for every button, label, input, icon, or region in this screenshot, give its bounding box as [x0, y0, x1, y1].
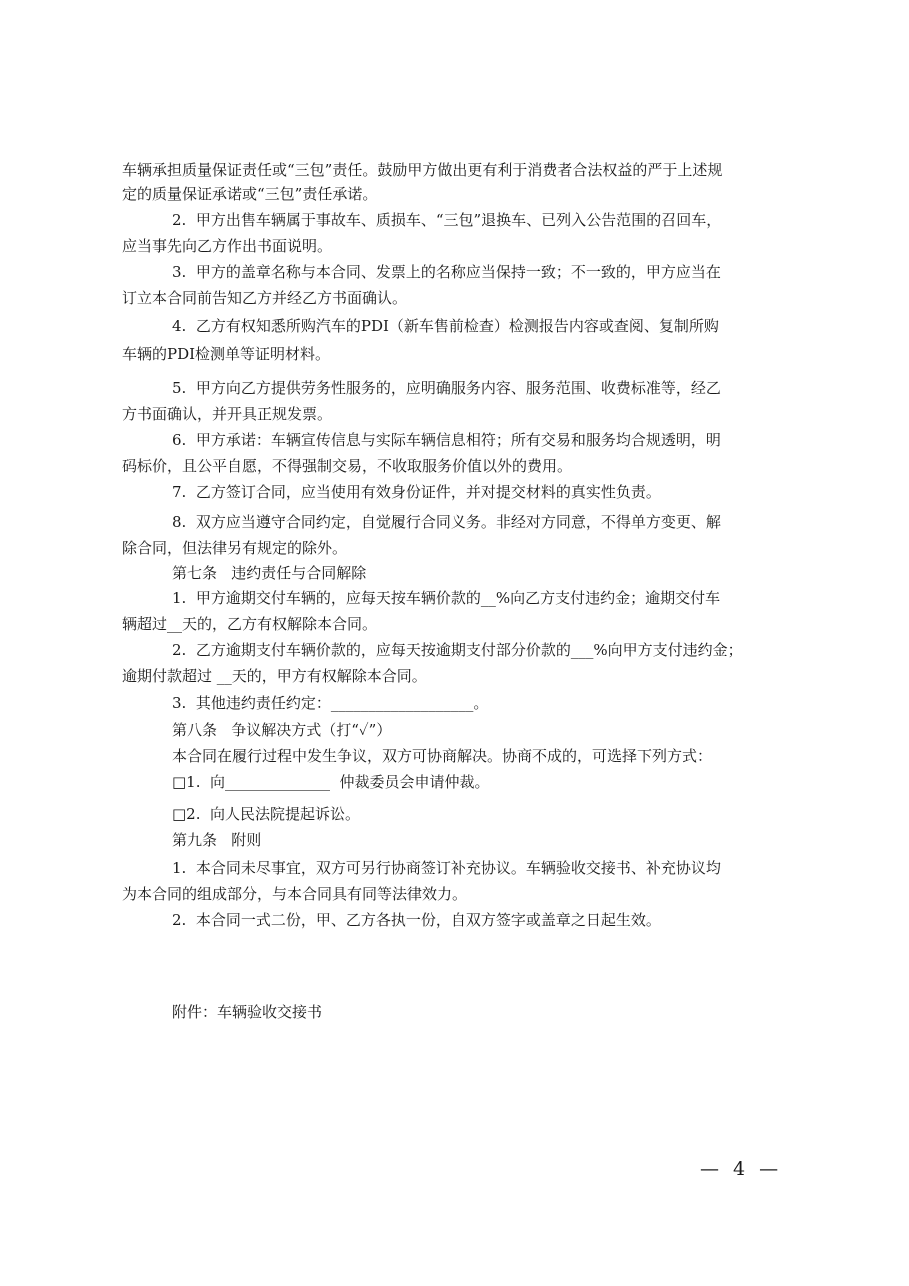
section-heading: 第八条 争议解决方式（打“✓”） [172, 721, 392, 739]
text-line: 3. 甲方的盖章名称与本合同、发票上的名称应当保持一致；不一致的，甲方应当在 [172, 263, 721, 281]
text-line: 1. 本合同未尽事宜，双方可另行协商签订补充协议。车辆验收交接书、补充协议均 [172, 859, 721, 877]
text-line: 辆超过__天的，乙方有权解除本合同。 [122, 615, 378, 633]
text-line: 定的质量保证承诺或“三包”责任承诺。 [122, 185, 378, 203]
text-line: 逾期付款超过 __天的，甲方有权解除本合同。 [122, 667, 427, 685]
text-line: 码标价，且公平自愿，不得强制交易，不收取服务价值以外的费用。 [122, 457, 573, 475]
checkbox-option-litigation: □2. 向人民法院提起诉讼。 [172, 805, 361, 823]
text-line: 2. 本合同一式二份，甲、乙方各执一份，自双方签字或盖章之日起生效。 [172, 911, 661, 929]
text-line: 订立本合同前告知乙方并经乙方书面确认。 [122, 289, 408, 307]
text-line: 方书面确认，并开具正规发票。 [122, 405, 333, 423]
attachment-note: 附件：车辆验收交接书 [172, 1003, 323, 1021]
text-line: 车辆承担质量保证责任或“三包”责任。鼓励甲方做出更有利于消费者合法权益的严于上述规 [122, 161, 723, 179]
text-line: 应当事先向乙方作出书面说明。 [122, 237, 333, 255]
section-heading: 第九条 附则 [172, 831, 262, 849]
text-line: 车辆的PDI检测单等证明材料。 [122, 345, 331, 363]
text-line: 为本合同的组成部分，与本合同具有同等法律效力。 [122, 885, 468, 903]
page-number: — 4 — [700, 1158, 783, 1180]
text-line: 7. 乙方签订合同，应当使用有效身份证件，并对提交材料的真实性负责。 [172, 483, 661, 501]
text-line: 1. 甲方逾期交付车辆的，应每天按车辆价款的__%向乙方支付违约金；逾期交付车 [172, 589, 721, 607]
text-line: 2. 乙方逾期支付车辆价款的，应每天按逾期支付部分价款的___%向甲方支付违约金； [172, 641, 743, 659]
text-line: 6. 甲方承诺：车辆宣传信息与实际车辆信息相符；所有交易和服务均合规透明，明 [172, 431, 721, 449]
text-line: 本合同在履行过程中发生争议，双方可协商解决。协商不成的，可选择下列方式： [172, 747, 713, 765]
text-line: 4. 乙方有权知悉所购汽车的PDI（新车售前检查）检测报告内容或查阅、复制所购 [172, 317, 719, 335]
text-line: 3. 其他违约责任约定：___________________。 [172, 694, 489, 712]
checkbox-option-arbitration: □1. 向______________ 仲裁委员会申请仲裁。 [172, 773, 490, 791]
text-line: 5. 甲方向乙方提供劳务性服务的，应明确服务内容、服务范围、收费标准等，经乙 [172, 379, 721, 397]
text-line: 2. 甲方出售车辆属于事故车、质损车、“三包”退换车、已列入公告范围的召回车， [172, 211, 722, 229]
text-line: 8. 双方应当遵守合同约定，自觉履行合同义务。非经对方同意，不得单方变更、解 [172, 513, 721, 531]
text-line: 除合同，但法律另有规定的除外。 [122, 539, 348, 557]
section-heading: 第七条 违约责任与合同解除 [172, 564, 367, 582]
